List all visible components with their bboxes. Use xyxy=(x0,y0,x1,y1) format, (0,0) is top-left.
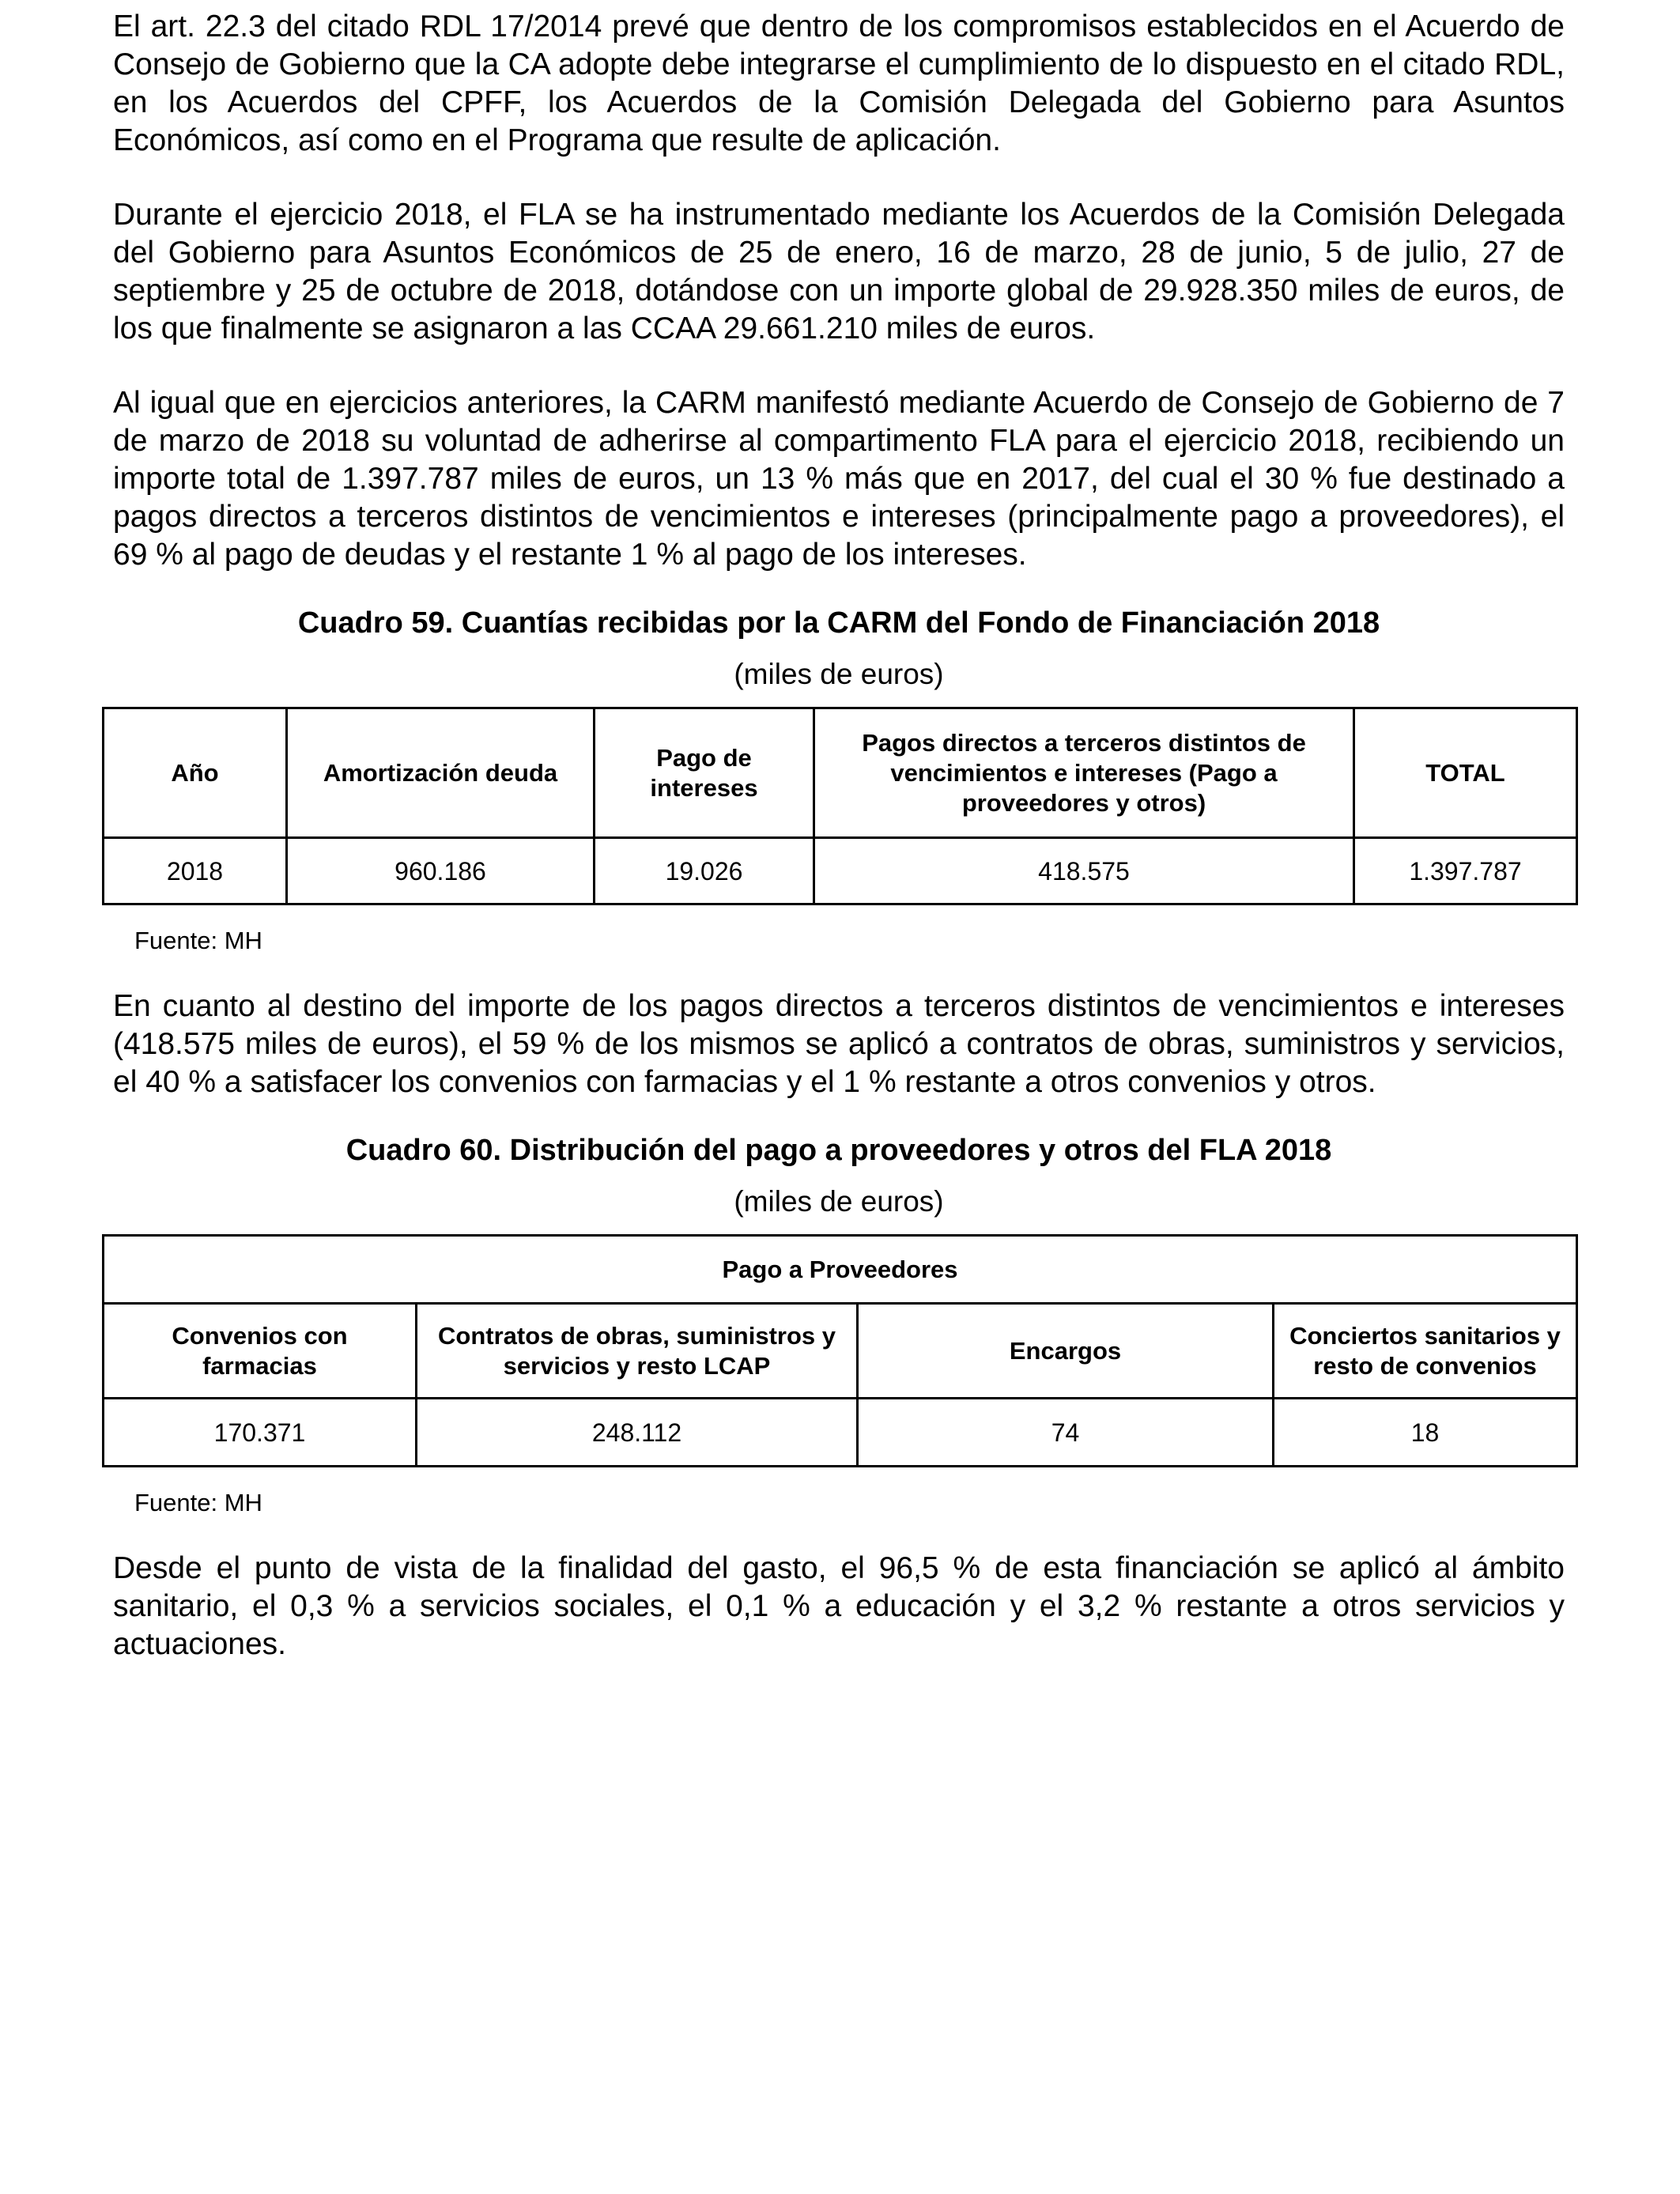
table2-title: Cuadro 60. Distribución del pago a proveedores y otros del FLA 2018 xyxy=(345,1134,1332,1167)
paragraph-destino-pagos: En cuanto al destino del importe de los pagos directos a terceros distintos de vencimientos e intereses (418.575 miles de euros), el 59 % de los mismos se aplicó a contratos de obras, suministros y servicios, el 40 % a satisfacer los convenios con farmacias y el 1 % restante a otros convenios y otros. xyxy=(113,989,1565,1099)
table2-cell-contratos: 248.112 xyxy=(417,1399,858,1467)
table2-group-row xyxy=(104,1236,1577,1304)
table1-header-pagos-directos: Pagos directos a terceros distintos de vencimientos e intereses (Pago a proveedores y otros) xyxy=(814,708,1354,838)
table2-cell-encargos: 74 xyxy=(858,1399,1274,1467)
paragraph-finalidad-gasto: Desde el punto de vista de la finalidad del gasto, el 96,5 % de esta financiación se aplicó al ámbito sanitario, el 0,3 % a servicios sociales, el 0,1 % a educación y el 3,2 % restante a otros servicios y actuaciones. xyxy=(113,1551,1565,1661)
table-row xyxy=(104,1399,1577,1467)
table1-header-anio: Año xyxy=(104,708,287,838)
table2-header-encargos: Encargos xyxy=(858,1304,1274,1399)
table2-header-farmacias: Convenios con farmacias xyxy=(104,1304,417,1399)
table2-unit: (miles de euros) xyxy=(734,1185,944,1218)
table1-header-amortizacion: Amortización deuda xyxy=(287,708,595,838)
paragraph-carm-adhesion: Al igual que en ejercicios anteriores, la CARM manifestó mediante Acuerdo de Consejo de Gobierno de 7 de marzo de 2018 su voluntad de adherirse al compartimento FLA para el ejercicio 2018, recibiendo un importe total de 1.397.787 miles de euros, un 13 % más que en 2017, del cual el 30 % fue destinado a pagos directos a terceros distintos de vencimientos e intereses (principalmente pago a proveedores), el 69 % al pago de deudas y el restante 1 % al pago de los intereses. xyxy=(113,386,1565,572)
table2-group-header: Pago a Proveedores xyxy=(104,1236,1577,1304)
table-row xyxy=(104,838,1577,904)
table1-header-row xyxy=(104,708,1577,838)
table2-cell-farmacias: 170.371 xyxy=(104,1399,417,1467)
document-page xyxy=(113,8,1565,1700)
table-cuadro-59 xyxy=(102,707,1578,905)
table1-title: Cuadro 59. Cuantías recibidas por la CARM del Fondo de Financiación 2018 xyxy=(297,606,1380,640)
table2-cell-conciertos: 18 xyxy=(1274,1399,1577,1467)
table1-unit: (miles de euros) xyxy=(734,658,944,690)
table1-cell-pagos-directos: 418.575 xyxy=(814,838,1354,904)
table2-header-contratos: Contratos de obras, suministros y servicios y resto LCAP xyxy=(417,1304,858,1399)
table1-header-total: TOTAL xyxy=(1354,708,1577,838)
paragraph-art-22-3: El art. 22.3 del citado RDL 17/2014 prevé que dentro de los compromisos establecidos en el Acuerdo de Consejo de Gobierno que la CA adopte debe integrarse el cumplimiento de lo dispuesto en el citado RDL, en los Acuerdos del CPFF, los Acuerdos de la Comisión Delegada del Gobierno para Asuntos Económicos, así como en el Programa que resulte de aplicación. xyxy=(113,9,1565,157)
table2-header-row xyxy=(104,1304,1577,1399)
table1-cell-anio: 2018 xyxy=(104,838,287,904)
table1-header-intereses: Pago de intereses xyxy=(595,708,814,838)
table1-cell-intereses: 19.026 xyxy=(595,838,814,904)
paragraph-fla-2018: Durante el ejercicio 2018, el FLA se ha instrumentado mediante los Acuerdos de la Comisión Delegada del Gobierno para Asuntos Económicos de 25 de enero, 16 de marzo, 28 de junio, 5 de julio, 27 de septiembre y 25 de octubre de 2018, dotándose con un importe global de 29.928.350 miles de euros, de los que finalmente se asignaron a las CCAA 29.661.210 miles de euros. xyxy=(113,198,1565,346)
table-cuadro-60 xyxy=(102,1234,1578,1467)
table1-cell-amortizacion: 960.186 xyxy=(287,838,595,904)
table1-source: Fuente: MH xyxy=(134,927,262,954)
table2-source: Fuente: MH xyxy=(134,1489,262,1516)
table2-header-conciertos: Conciertos sanitarios y resto de convenios xyxy=(1274,1304,1577,1399)
table1-cell-total: 1.397.787 xyxy=(1354,838,1577,904)
